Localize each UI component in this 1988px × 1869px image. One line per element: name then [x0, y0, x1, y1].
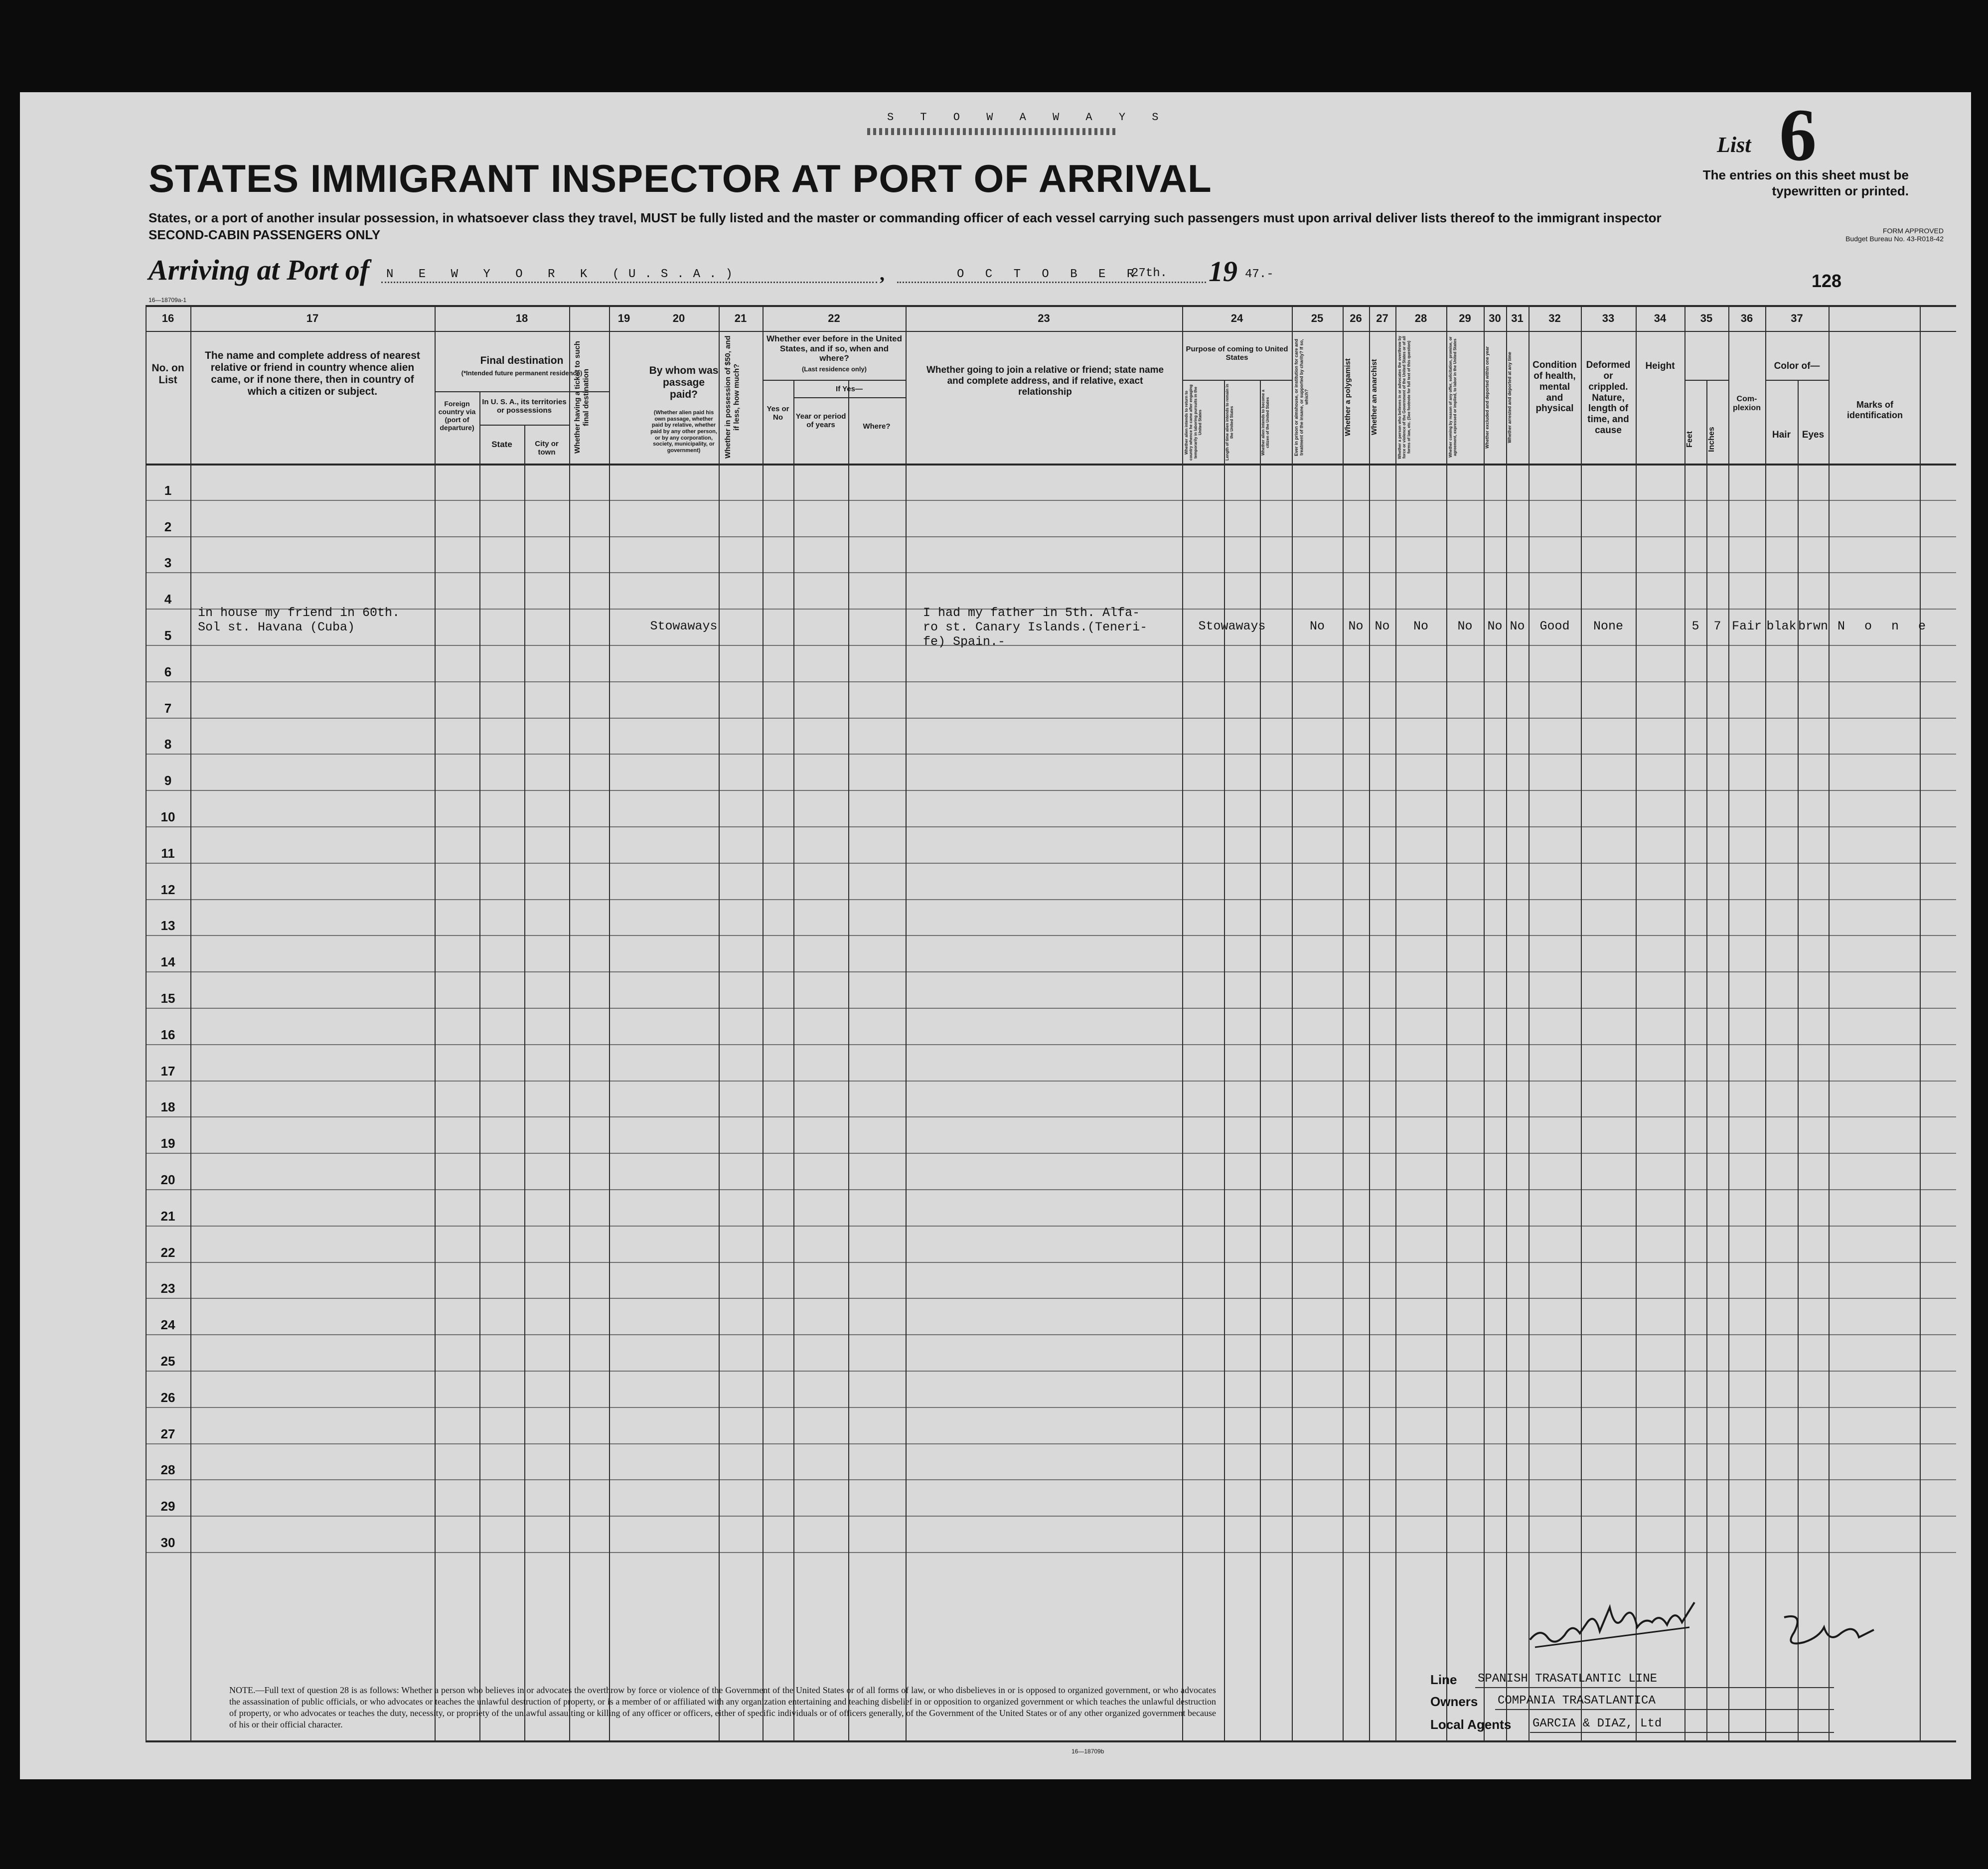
- row-number: 10: [160, 809, 175, 824]
- page-title: STATES IMMIGRANT INSPECTOR AT PORT OF ARRIVAL: [149, 156, 1212, 200]
- entry1-feet: 5: [1691, 619, 1699, 633]
- col-border: [793, 380, 794, 1740]
- col-border: [435, 305, 436, 1740]
- date-underline: [897, 282, 1206, 283]
- col-number: 18: [515, 312, 528, 324]
- row-number: 7: [164, 701, 172, 716]
- header-purpose-citizen: Whether alien intends to become a citizen of the United States: [1261, 389, 1270, 456]
- local-agents-label: Local Agents: [1430, 1717, 1512, 1732]
- initials-mark: [1774, 1607, 1884, 1657]
- row-number: 1: [164, 483, 172, 498]
- year-suffix: 47.-: [1245, 268, 1274, 281]
- header-inches: Inches: [1707, 427, 1716, 453]
- col-number: 24: [1230, 312, 1243, 324]
- subheader-rule: [479, 425, 569, 426]
- header-labor-offer: Whether coming by reason of any offer, solicitation, promise, or agreement, expressed or implied, to labor in the United States: [1448, 336, 1458, 458]
- footnote: NOTE.—Full text of question 28 is as follows: Whether a person who believes in or advocates the overthrow by force or violence of the Government of the United States or of all forms of law, or who disbelieves in or is opposed to organized government, or who advocates the assassination of public officials, or who advocates or teaches the unlawful destruction of property, or is a member of or affiliated with any organization entertaining and teaching disbelief in or opposition to organized government or which teaches the unlawful destruction of property, or who advocates or teaches the duty, necessity, or propriety of the unlawful assaulting or killing of any officer or officers, either of specific individuals or of officers generally, of the Government of the United States or of any other organized government because of his or their official character.: [229, 1685, 1216, 1729]
- row-number: 11: [161, 846, 175, 861]
- row-number: 16: [160, 1027, 175, 1042]
- header-yes-no: Yes or No: [766, 405, 789, 422]
- col-number: 33: [1602, 312, 1615, 324]
- port-value: N E W Y O R K (U.S.A.): [386, 268, 742, 281]
- header-color-of: Color of—: [1774, 361, 1820, 371]
- row-number: 23: [160, 1281, 175, 1296]
- row-number: 6: [164, 664, 172, 679]
- col-number: 16: [161, 312, 174, 324]
- manifest-table: [146, 305, 1956, 1646]
- header-height: Height: [1645, 361, 1675, 371]
- row-number: 3: [164, 555, 172, 570]
- page-number: 128: [1812, 271, 1842, 291]
- header-foreign-country: Foreign country via (port of departure): [438, 400, 476, 432]
- col-number: 34: [1654, 312, 1667, 324]
- col-border: [1260, 380, 1261, 1740]
- header-fifty-dollars: Whether in possession of $50, and if less, how much?: [724, 335, 741, 459]
- line-label: Line: [1430, 1672, 1457, 1687]
- col-border: [848, 380, 849, 1740]
- stowaways-rule: [867, 128, 1116, 135]
- line-underline: [1475, 1687, 1834, 1688]
- col-number: 30: [1489, 312, 1501, 324]
- row-number: 30: [160, 1535, 175, 1550]
- subheader-rule: [763, 380, 906, 381]
- col-border: [1395, 305, 1396, 1740]
- row-number: 28: [160, 1462, 175, 1477]
- line-value: SPANISH TRASATLANTIC LINE: [1478, 1672, 1658, 1686]
- row-number: 12: [160, 882, 175, 897]
- row-number: 24: [160, 1317, 175, 1332]
- row-number: 21: [160, 1209, 175, 1224]
- entry1-complexion: Fair: [1731, 619, 1762, 633]
- form-approved: [1734, 227, 1944, 243]
- col-border: [524, 425, 525, 1740]
- header-purpose-length: Length of time alien intends to remain in the United States: [1225, 384, 1234, 461]
- row-number: 18: [160, 1099, 175, 1114]
- entry1-marks: N o n e: [1837, 619, 1932, 633]
- header-hair: Hair: [1772, 430, 1791, 440]
- header-complexion: Com- plexion: [1732, 395, 1761, 413]
- col-border: [1292, 305, 1293, 1740]
- row-number: 2: [164, 519, 172, 534]
- header-feet: Feet: [1685, 431, 1694, 448]
- entry1-overthrow: No: [1413, 619, 1428, 633]
- header-passage-paid-note: (Whether alien paid his own passage, whether paid by relative, whether paid by any other person, or by any corporation, society, municipality, or government): [650, 410, 717, 454]
- class-line: SECOND-CABIN PASSENGERS ONLY: [149, 227, 381, 242]
- header-health: Condition of health, mental and physical: [1532, 360, 1577, 414]
- row-number: 27: [160, 1426, 175, 1441]
- row-number: 4: [164, 592, 172, 607]
- col-number: 21: [734, 312, 747, 324]
- header-passage-paid: By whom was passage paid?: [649, 365, 719, 401]
- row-number: 17: [160, 1064, 175, 1079]
- comma: ,: [880, 262, 885, 285]
- col-border: [1182, 305, 1183, 1740]
- header-overthrow: Whether a person who believes in or advocates the overthrow by force or violence of the Government of the United States or of all forms of law, etc. (See footnote for full text of this question): [1397, 335, 1411, 459]
- header-purpose-return: Whether alien intends to return to country whence he came after engaging temporarily in laboring pursuits in the United States: [1184, 384, 1203, 461]
- col-border: [1343, 305, 1344, 1740]
- header-if-yes: If Yes—: [836, 385, 863, 393]
- col-border: [569, 305, 570, 1740]
- row-number: 5: [164, 628, 172, 643]
- col-number: 25: [1311, 312, 1324, 324]
- col-number: 26: [1350, 312, 1362, 324]
- entry1-polygamist: No: [1348, 619, 1364, 633]
- local-agents-underline: [1530, 1732, 1834, 1733]
- col-border: [1581, 305, 1582, 1740]
- col-border: [1829, 305, 1830, 1740]
- row-number: 19: [160, 1136, 175, 1151]
- month-value: O C T O B E R: [957, 268, 1141, 281]
- col-number: 19: [617, 312, 630, 324]
- col-border: [1706, 380, 1707, 1740]
- col-border: [906, 305, 907, 1740]
- entry1-excluded: No: [1487, 619, 1503, 633]
- header-purpose: Purpose of coming to United States: [1186, 345, 1288, 362]
- col-number: 36: [1740, 312, 1753, 324]
- col-border: [1728, 305, 1729, 1740]
- col-border: [1684, 305, 1685, 1740]
- entry1-eyes: brwn: [1798, 619, 1828, 633]
- header-eyes: Eyes: [1802, 430, 1825, 440]
- list-instructions: The entries on this sheet must be typewritten or printed.: [1702, 167, 1909, 198]
- row-number: 20: [160, 1172, 175, 1187]
- entry1-arrested: No: [1510, 619, 1525, 633]
- row-number: 26: [160, 1390, 175, 1405]
- header-final-destination-note: (*Intended future permanent residence): [461, 369, 583, 377]
- header-ever-before-note: (Last residence only): [801, 365, 867, 373]
- row-number: 9: [164, 773, 172, 788]
- subheader-rule: [793, 397, 906, 398]
- local-agents-value: GARCIA & DIAZ, Ltd: [1532, 1717, 1662, 1730]
- row-number: 8: [164, 737, 172, 752]
- entry1-join-line2: ro st. Canary Islands.(Teneri-: [923, 620, 1148, 634]
- footnote-code: 16—18709b: [1071, 1748, 1104, 1755]
- year-prefix: 19: [1209, 255, 1237, 288]
- budget-bureau-number: Budget Bureau No. 43-R018-42: [1845, 235, 1944, 243]
- col-border: [1636, 305, 1637, 1740]
- entry1-prison: No: [1309, 619, 1325, 633]
- handwritten-signature: [1525, 1592, 1704, 1652]
- header-prison: Ever in prison or almshouse, or institution for care and treatment of the insane, or supported by charity? If so, which?: [1294, 338, 1309, 456]
- col-number: 23: [1038, 312, 1050, 324]
- col-border: [1920, 305, 1921, 1740]
- header-polygamist: Whether a polygamist: [1344, 358, 1352, 436]
- header-where: Where?: [863, 422, 891, 431]
- entry1-health: Good: [1539, 619, 1570, 633]
- col-border: [1765, 305, 1766, 1740]
- stowaways-heading: S T O W A W A Y S: [887, 111, 1169, 124]
- col-border: [1224, 380, 1225, 1740]
- header-marks: Marks of identification: [1847, 400, 1903, 420]
- header-arrested: Whether arrested and deported at any time: [1507, 351, 1512, 443]
- col-border: [1446, 305, 1447, 1740]
- col-border: [1798, 380, 1799, 1740]
- col-border: [190, 305, 191, 1740]
- entry1-inches: 7: [1713, 619, 1721, 633]
- manifest-sheet: [20, 92, 1971, 1779]
- subheader-rule: [1765, 380, 1829, 381]
- owners-value: COMPANIA TRASATLANTICA: [1498, 1694, 1656, 1708]
- row-number: 29: [160, 1499, 175, 1514]
- header-year-period: Year or period of years: [795, 412, 846, 430]
- header-excluded: Whether excluded and deported within one year: [1485, 346, 1490, 449]
- col-border: [146, 305, 147, 1740]
- form-approved-label: FORM APPROVED: [1882, 227, 1944, 235]
- col-number: 20: [672, 312, 685, 324]
- col-border: [1484, 305, 1485, 1740]
- day-value: 27th.: [1131, 267, 1168, 280]
- col-border: [1506, 305, 1507, 1740]
- header-going-to-join: Whether going to join a relative or friend; state name and complete address, and if relative, exact relationship: [926, 365, 1164, 397]
- header-deformed: Deformed or crippled. Nature, length of time, and cause: [1586, 360, 1631, 436]
- list-label: List: [1717, 133, 1751, 157]
- arriving-label: Arriving at Port of: [149, 254, 370, 286]
- row-number: 14: [160, 954, 175, 969]
- header-state: State: [491, 440, 512, 449]
- col-border: [479, 391, 480, 1740]
- col-border: [763, 305, 764, 1740]
- subheader-rule: [1684, 380, 1728, 381]
- header-nearest-relative: The name and complete address of nearest relative or friend in country whence alien came, or if none there, then in country of which a citizen or subject.: [205, 350, 420, 398]
- row-number: 22: [160, 1245, 175, 1260]
- header-city: City or town: [535, 440, 559, 457]
- entry1-passage-paid: Stowaways: [650, 619, 718, 633]
- col-number: 31: [1511, 312, 1524, 324]
- subtitle: [149, 209, 1693, 243]
- entry1-deformed: None: [1593, 619, 1623, 633]
- entry1-hair: blak: [1766, 619, 1797, 633]
- entry1-relative-line1: in house my friend in 60th.: [198, 606, 400, 620]
- col-number: 22: [828, 312, 840, 324]
- form-code: 16—18709a-1: [149, 297, 187, 304]
- owners-label: Owners: [1430, 1694, 1478, 1709]
- col-number: 32: [1548, 312, 1561, 324]
- entry1-anarchist: No: [1375, 619, 1390, 633]
- header-no-on-list: No. on List: [152, 362, 184, 386]
- col-number: 28: [1414, 312, 1427, 324]
- entry1-join-line1: I had my father in 5th. Alfa-: [923, 606, 1140, 620]
- row-number: 25: [160, 1354, 175, 1369]
- header-final-destination: Final destination: [480, 355, 564, 366]
- header-anarchist: Whether an anarchist: [1370, 359, 1378, 436]
- col-number: 37: [1791, 312, 1803, 324]
- entry1-join-line3: fe) Spain.-: [923, 634, 1006, 649]
- entry1-labor-offer: No: [1457, 619, 1473, 633]
- header-ever-before: Whether ever before in the United States, and if so, when and where?: [766, 334, 903, 363]
- col-border: [609, 305, 610, 1740]
- col-number: 29: [1459, 312, 1471, 324]
- header-in-usa: In U. S. A., its territories or possessions: [482, 398, 567, 415]
- subheader-rule: [1182, 380, 1292, 381]
- col-border: [719, 305, 720, 1740]
- port-underline: [381, 282, 877, 283]
- col-number: 17: [306, 312, 319, 324]
- header-ticket: Whether having a ticket to such final destination: [573, 341, 591, 454]
- entry1-purpose: Stowaways: [1198, 619, 1266, 633]
- entry1-relative-line2: Sol st. Havana (Cuba): [198, 620, 355, 634]
- owners-underline: [1495, 1709, 1834, 1710]
- list-number: 6: [1779, 94, 1817, 176]
- col-number: 35: [1700, 312, 1713, 324]
- row-number: 13: [160, 918, 175, 933]
- table-bottom-rule: [146, 1740, 1956, 1742]
- col-border: [1369, 305, 1370, 1740]
- col-number: 27: [1376, 312, 1388, 324]
- subtitle-line: States, or a port of another insular possession, in whatsoever class they travel, MUST be fully listed and the master or commanding officer of each vessel carrying such passengers must upon arrival deliver lists thereof to the immigrant inspector: [149, 210, 1662, 225]
- row-number: 15: [160, 991, 175, 1006]
